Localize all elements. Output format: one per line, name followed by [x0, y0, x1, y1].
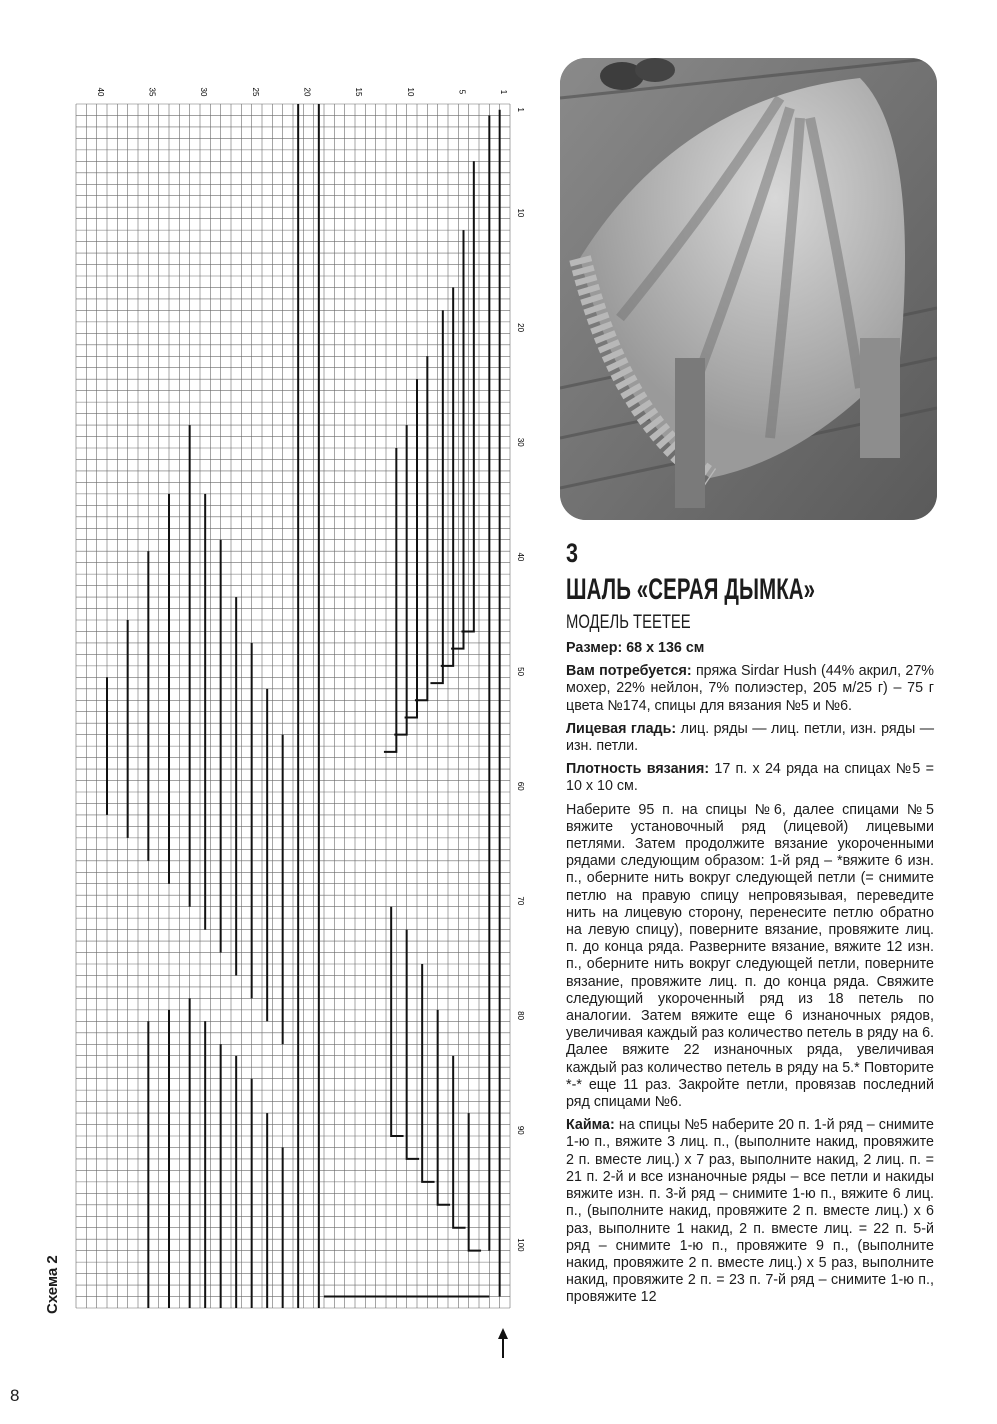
row-label: 30: [516, 437, 525, 447]
gauge-label: Плотность вязания:: [566, 761, 710, 778]
column-label: 1: [498, 89, 508, 95]
row-label: 50: [516, 667, 525, 677]
column-label: 15: [354, 87, 364, 97]
page-number: 8: [10, 1386, 20, 1405]
column-number-labels: [96, 88, 508, 97]
column-label: 35: [147, 87, 157, 97]
row-label: 100: [516, 1238, 525, 1252]
row-number-labels: [516, 108, 525, 1253]
start-arrow-icon: [498, 1328, 508, 1358]
size-label: Размер: 68 х 136 см: [566, 640, 705, 656]
stair-path: [453, 1056, 465, 1228]
schema-grid: [76, 104, 510, 1308]
size-line: [566, 640, 934, 657]
stair-path: [422, 964, 434, 1182]
row-label: 90: [516, 1125, 525, 1135]
column-label: 10: [405, 87, 415, 97]
article-title: ШАЛЬ «СЕРАЯ ДЫМКА»: [566, 573, 816, 606]
column-label: 30: [199, 87, 209, 97]
stitch-text: лиц. ряды — лиц. петли, изн. ряды — изн. петли.: [566, 720, 934, 755]
gauge-text: 17 п. х 24 ряда на спицах №5 = 10 х 10 см.: [566, 761, 934, 795]
border-text: на спицы №5 наберите 20 п. 1-й ряд – снимите 1-ю п., вяжите 3 лиц. п., (выполните накид, провяжите 2 п. вместе лиц.) х 7 раз, выполните накид, 2 лиц. п. = 21 п. 2-й и все изнаночные ряды – все петли и накиды вяжите изн. п. 3-й ряд – снимите 1-ю п., вяжите 6 лиц. п., (выполните накид, провяжите 2 п. вместе лиц.) х 6 раз, выполните 1 накид, 2 п. вместе лиц. = 22 п. 5-й ряд – снимите 1-ю п., провяжите 9 п., (выполните накид, провяжите 2 п. вместе лиц.) х 5 раз, выполните накид, провяжите 2 п. = 23 п. 7-й ряд – снимите 1-ю п., провяжите 12: [566, 1117, 934, 1306]
row-label: 10: [516, 208, 525, 218]
border-paragraph: [566, 1117, 934, 1306]
column-label: 40: [95, 87, 105, 97]
materials-label: Вам потребуется:: [566, 663, 692, 680]
article-number: 3: [566, 538, 579, 568]
stitch-label: Лицевая гладь:: [566, 720, 677, 737]
stair-path: [430, 310, 442, 683]
row-label: 1: [516, 107, 525, 112]
column-label: 5: [457, 89, 467, 95]
row-label: 80: [516, 1011, 525, 1021]
stitch-paragraph: [566, 721, 934, 755]
schema-label: Схема 2: [44, 1255, 61, 1314]
row-label: 70: [516, 896, 525, 906]
materials-paragraph: [566, 663, 934, 715]
column-label: 20: [302, 87, 312, 97]
border-label: Кайма:: [566, 1117, 615, 1134]
row-label: 20: [516, 323, 525, 333]
row-label: 60: [516, 781, 525, 791]
column-label: 25: [250, 87, 260, 97]
model-credit: МОДЕЛЬ TEETEE: [566, 612, 691, 633]
shawl-photo: [560, 58, 937, 520]
row-label: 40: [516, 552, 525, 562]
article-body: [566, 640, 934, 1313]
instructions-paragraph: Наберите 95 п. на спицы №6, далее спицами №5 вяжите установочный ряд (лицевой) лицевыми петлями. Затем продолжите вязание укороченными рядами следующим образом: 1-й ряд – *вяжите 6 изн. п., оберните нить вокруг следующей петли (= снимите петлю на правую спицу непровязывая, переведите нить на лицевую сторону, перенесите петлю обратно на левую спицу), поверните вязание, провяжите лиц. п. до конца ряда. Разверните вязание, вяжите 12 изн. п., оберните нить вокруг следующей петли, поверните вязание, провяжите лиц. п. до конца ряда. Свяжите следующий укороченный ряд из 18 петель по аналогии. Затем вяжите еще 6 изнаночных рядов, увеличивая каждый раз количество петель в ряду на 6. Далее вяжите 22 изнаночных ряда, увеличивая каждый раз количество петель в ряду на 5.* Повторите *-* еще 11 раз. Закройте петли, провязав последний ряд спицами №6.: [566, 801, 934, 1111]
materials-text: пряжа Sirdar Hush (44% акрил, 27% мохер, 22% нейлон, 7% полиэстер, 205 м/25 г) – 75 г цвета №174, спицы для вязания №5 и №6.: [566, 663, 934, 714]
gauge-paragraph: [566, 761, 934, 795]
